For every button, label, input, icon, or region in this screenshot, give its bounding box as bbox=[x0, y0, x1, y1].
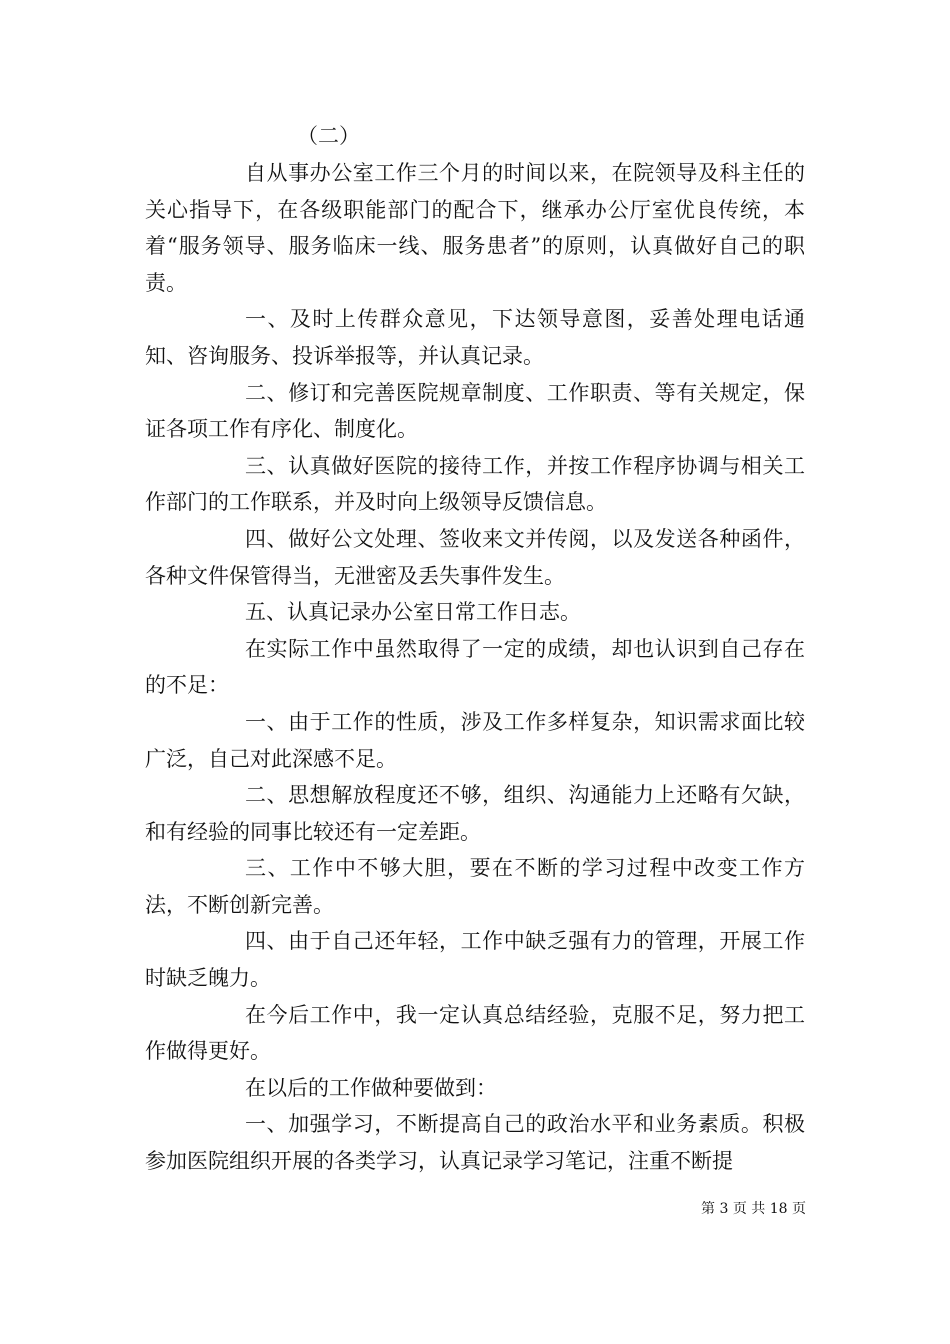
section-heading: （二） bbox=[297, 124, 360, 148]
paragraph-duty-1: 一、及时上传群众意见，下达领导意图，妥善处理电话通知、咨询服务、投诉举报等，并认真记录。 bbox=[145, 307, 805, 368]
document-body bbox=[145, 118, 805, 1180]
paragraph-future-intro: 在以后的工作做种要做到： bbox=[245, 1075, 497, 1100]
paragraph-duty-4: 四、做好公文处理、签收来文并传阅，以及发送各种函件，各种文件保管得当，无泄密及丢失事件发生。 bbox=[145, 526, 805, 588]
paragraph-duty-2: 二、修订和完善医院规章制度、工作职责、等有关规定，保证各项工作有序化、制度化。 bbox=[145, 380, 805, 442]
paragraph-duty-5: 五、认真记录办公室日常工作日志。 bbox=[245, 600, 581, 625]
paragraph-shortcoming-4: 四、由于自己还年轻，工作中缺乏强有力的管理，开展工作时缺乏魄力。 bbox=[145, 929, 805, 991]
paragraph-future-1: 一、加强学习，不断提高自己的政治水平和业务素质。积极参加医院组织开展的各类学习，认真记录学习笔记，注重不断提 bbox=[145, 1112, 805, 1174]
paragraph-shortcoming-3: 三、工作中不够大胆，要在不断的学习过程中改变工作方法，不断创新完善。 bbox=[145, 856, 805, 917]
paragraph-shortcomings-intro: 在实际工作中虽然取得了一定的成绩，却也认识到自己存在的不足： bbox=[145, 636, 805, 698]
paragraph-shortcoming-1: 一、由于工作的性质，涉及工作多样复杂，知识需求面比较广泛，自己对此深感不足。 bbox=[145, 709, 805, 771]
paragraph-shortcoming-2: 二、思想解放程度还不够，组织、沟通能力上还略有欠缺，和有经验的同事比较还有一定差距。 bbox=[145, 783, 805, 844]
paragraph-future-commitment: 在今后工作中，我一定认真总结经验，克服不足，努力把工作做得更好。 bbox=[145, 1002, 805, 1064]
page-footer: 第 3 页 共 18 页 bbox=[701, 1201, 806, 1217]
paragraph-intro: 自从事办公室工作三个月的时间以来，在院领导及科主任的关心指导下，在各级职能部门的配合下，继承办公厅室优良传统，本着“服务领导、服务临床一线、服务患者”的原则，认真做好自己的职责。 bbox=[145, 161, 805, 295]
paragraph-duty-3: 三、认真做好医院的接待工作，并按工作程序协调与相关工作部门的工作联系，并及时向上级领导反馈信息。 bbox=[145, 453, 805, 515]
